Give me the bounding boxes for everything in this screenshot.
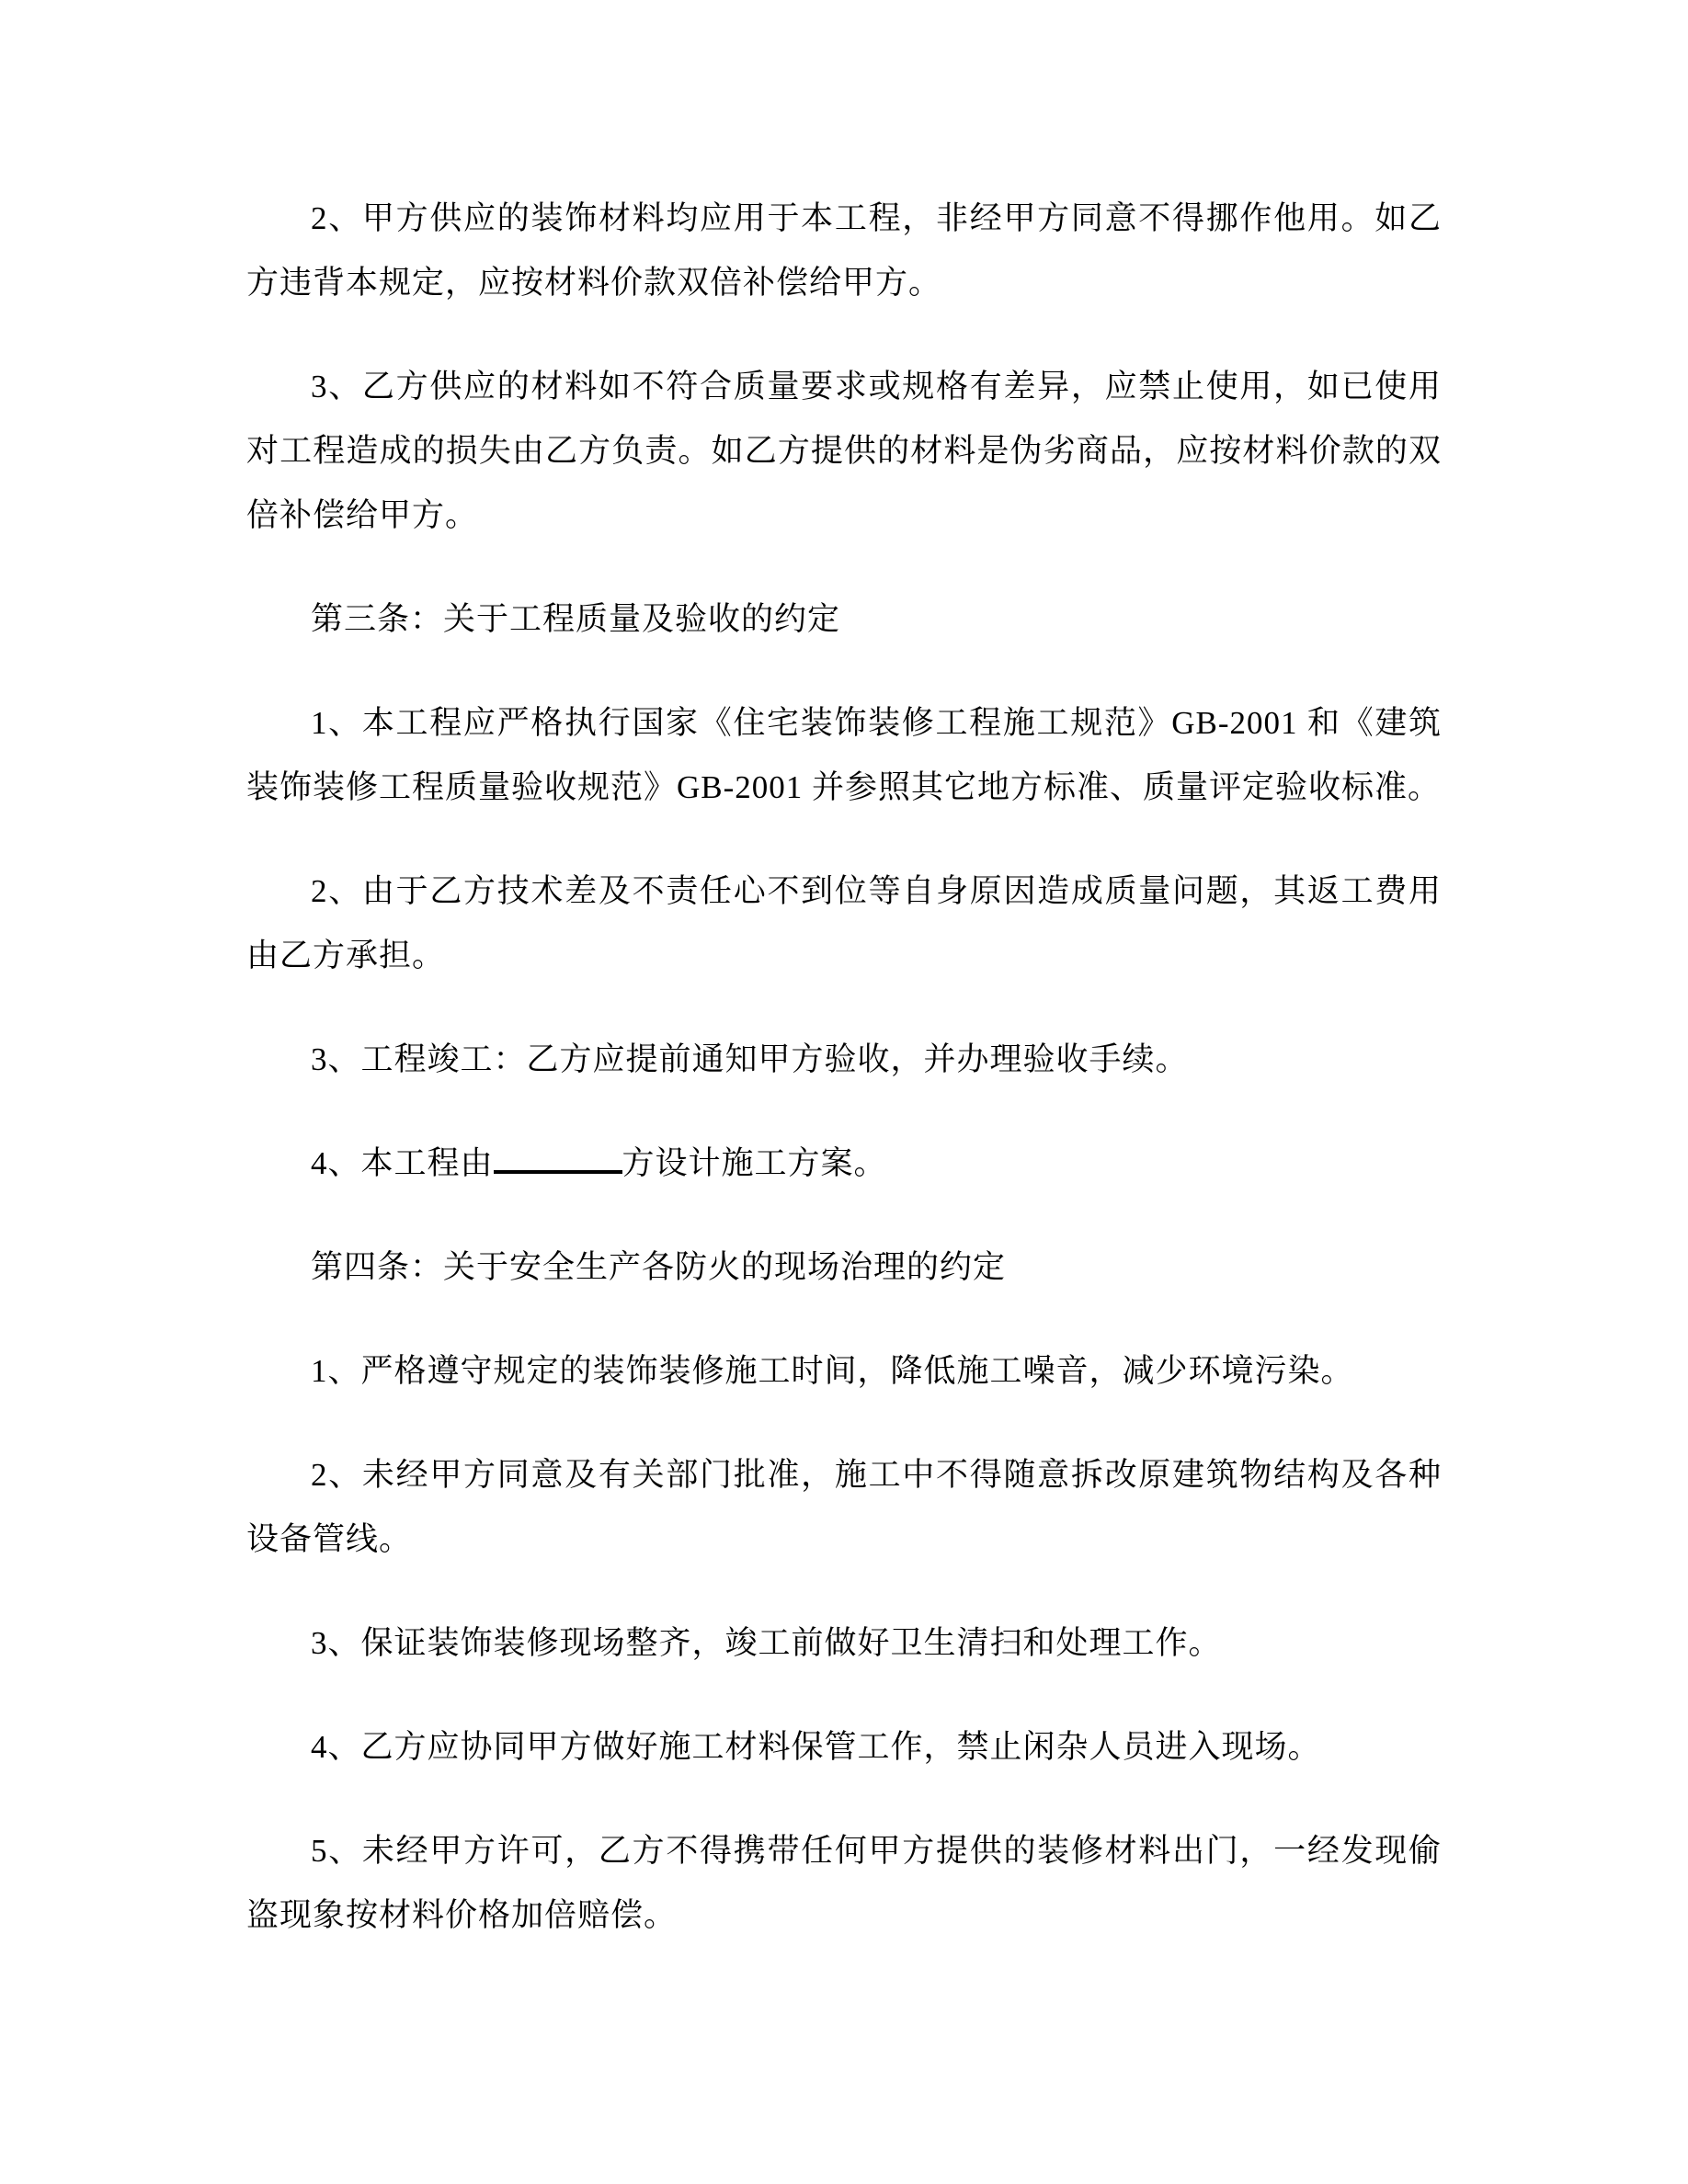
paragraph-clause4-item4: 4、乙方应协同甲方做好施工材料保管工作，禁止闲杂人员进入现场。 — [311, 1729, 1321, 1765]
paragraph-clause4-item1: 1、严格遵守规定的装饰装修施工时间，降低施工噪音，减少环境污染。 — [311, 1353, 1354, 1389]
paragraph-clause2-item3: 3、乙方供应的材料如不符合质量要求或规格有差异，应禁止使用，如已使用对工程造成的损失由乙方负责。如乙方提供的材料是伪劣商品，应按材料价款的双倍补偿给甲方。 — [246, 369, 1442, 533]
paragraph-clause4-item5: 5、未经甲方许可，乙方不得携带任何甲方提供的装修材料出门，一经发现偷盗现象按材料价格加倍赔偿。 — [246, 1833, 1442, 1933]
fill-in-blank-line — [494, 1169, 622, 1174]
paragraph-clause3-item4 — [246, 1132, 1442, 1196]
paragraph-clause3-item4-before-blank: 4、本工程由 — [311, 1145, 494, 1181]
paragraph-clause3-item4-after-blank: 方设计施工方案。 — [622, 1145, 887, 1181]
paragraph-clause4-item3: 3、保证装饰装修现场整齐，竣工前做好卫生清扫和处理工作。 — [311, 1625, 1222, 1661]
paragraph-clause3-item3: 3、工程竣工：乙方应提前通知甲方验收，并办理验收手续。 — [311, 1041, 1189, 1077]
section-heading-article-3: 第三条：关于工程质量及验收的约定 — [311, 601, 841, 637]
paragraph-clause3-item1: 1、本工程应严格执行国家《住宅装饰装修工程施工规范》GB-2001 和《建筑装饰装修工程质量验收规范》GB-2001 并参照其它地方标准、质量评定验收标准。 — [246, 705, 1442, 805]
paragraph-clause3-item2: 2、由于乙方技术差及不责任心不到位等自身原因造成质量问题，其返工费用由乙方承担。 — [246, 873, 1442, 973]
section-heading-article-4: 第四条：关于安全生产各防火的现场治理的约定 — [311, 1249, 1007, 1285]
paragraph-clause4-item2: 2、未经甲方同意及有关部门批准，施工中不得随意拆改原建筑物结构及各种设备管线。 — [246, 1457, 1442, 1557]
paragraph-clause2-item2: 2、甲方供应的装饰材料均应用于本工程，非经甲方同意不得挪作他用。如乙方违背本规定，应按材料价款双倍补偿给甲方。 — [246, 200, 1442, 301]
